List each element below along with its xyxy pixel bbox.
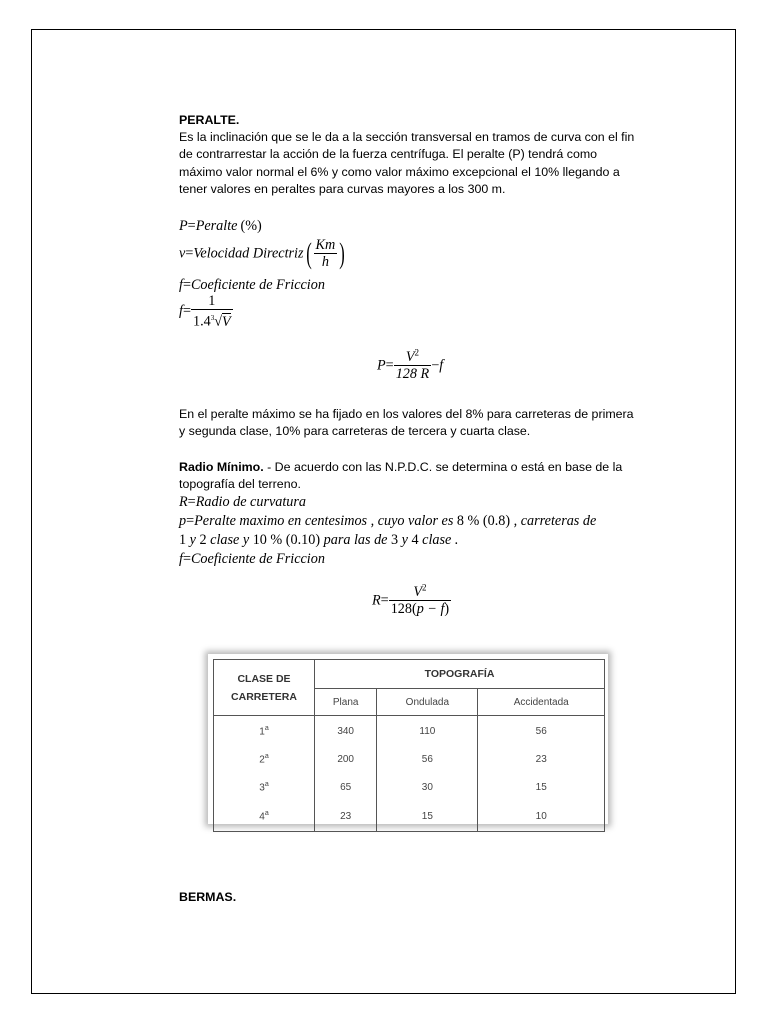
def-radio: R=Radio de curvatura <box>179 494 307 510</box>
peralte-line-1: Es la inclinación que se le da a la sección transversal en tramos de curva con el fin <box>179 130 635 145</box>
table-cell: 10 <box>478 801 605 832</box>
velocidad-unit-fraction: $\frac{Km}{h}$ <box>315 237 336 270</box>
row-clase: 3$^a$ <box>214 773 315 801</box>
table-cell: 56 <box>478 716 605 746</box>
column-header-plana: Plana <box>315 689 377 716</box>
table-cell: 110 <box>377 716 478 746</box>
table-cell: 30 <box>377 773 478 801</box>
def-friccion-formula: f= $\frac{1}{1.4^3√V}$ <box>179 293 231 330</box>
row-clase: 4$^a$ <box>214 801 315 832</box>
formula-radio-fraction: $\frac{V^2}{128(p - f)}$ <box>390 582 450 617</box>
table-row <box>214 745 605 773</box>
row-clase: 1$^a$ <box>214 716 315 746</box>
peralte-max-paragraph <box>179 406 639 441</box>
peralte-max-line-2: y segunda clase, 10% para carreteras de tercera y cuarta clase. <box>179 424 531 439</box>
formula-peralte-fraction: $\frac{V^2}{128 R}$ <box>395 347 430 382</box>
peralte-max-line-1: En el peralte máximo se ha fijado en los valores del 8% para carreteras de primera <box>179 407 634 421</box>
radio-minimo-paragraph <box>179 459 639 494</box>
radio-minimo-table <box>213 659 605 832</box>
table-cell: 15 <box>478 773 605 801</box>
def-velocidad: v=Velocidad Directriz( $\frac{Km}{h}$ ) <box>179 237 345 270</box>
table-cell: 65 <box>315 773 377 801</box>
def-friccion: f=Coeficiente de Friccion <box>179 277 325 293</box>
peralte-line-2: de contrarrestar la acción de la fuerza centrífuga. El peralte (P) tendrá como <box>179 147 598 162</box>
header-clase: CLASE DE CARRETERA <box>214 660 315 716</box>
peralte-line-4: tener valores en peraltes para curvas mayores a los 300 m. <box>179 181 506 196</box>
def-peralte-maximo-2: 1 y 2 clase y 10 % (0.10) para las de 3 y 4 clase . <box>179 532 459 548</box>
formula-peralte: P= $\frac{V^2}{128 R}$ −f <box>377 347 444 382</box>
def-friccion-2: f=Coeficiente de Friccion <box>179 551 325 567</box>
radio-minimo-text-1: - De acuerdo con las N.P.D.C. se determina o está en base de la <box>263 460 623 474</box>
peralte-title: PERALTE. <box>179 113 240 127</box>
peralte-line-3: máximo valor normal el 6% y como valor máximo excepcional el 10% llegando a <box>179 164 620 179</box>
friccion-fraction: $\frac{1}{1.4^3√V}$ <box>192 293 231 330</box>
table-cell: 200 <box>315 745 377 773</box>
row-clase: 2$^a$ <box>214 745 315 773</box>
header-topografia: TOPOGRAFÍA <box>315 660 605 689</box>
peralte-section <box>179 112 639 198</box>
table-cell: 23 <box>315 801 377 832</box>
radio-minimo-text-2: topografía del terreno. <box>179 477 301 492</box>
table-cell: 56 <box>377 745 478 773</box>
def-peralte: P=Peralte (%) <box>179 218 262 234</box>
radio-minimo-table-image <box>208 654 608 824</box>
def-peralte-maximo-1: p=Peralte maximo en centesimos , cuyo valor es 8 % (0.8) , carreteras de <box>179 513 597 529</box>
table-cell: 23 <box>478 745 605 773</box>
table-cell: 340 <box>315 716 377 746</box>
formula-radio: R= $\frac{V^2}{128(p - f)}$ <box>372 582 450 617</box>
table-cell: 15 <box>377 801 478 832</box>
column-header-accidentada: Accidentada <box>478 689 605 716</box>
bermas-title: BERMAS. <box>179 890 237 904</box>
table-row <box>214 801 605 832</box>
table-row <box>214 773 605 801</box>
cube-root: $^3$√V <box>210 313 231 330</box>
radio-minimo-title: Radio Mínimo. <box>179 460 264 474</box>
table-row <box>214 716 605 746</box>
column-header-ondulada: Ondulada <box>377 689 478 716</box>
